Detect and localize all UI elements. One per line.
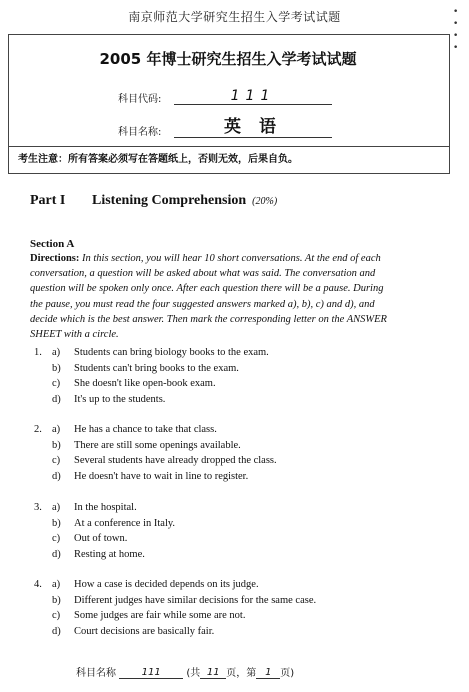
footer-total-prefix: (共 [186, 668, 201, 679]
option-text: It's up to the students. [74, 393, 166, 405]
margin-marks: • • • • [453, 7, 459, 53]
option-text: He has a chance to take that class. [74, 424, 217, 435]
subject-code-row [118, 88, 332, 110]
directions-line: the pause, you must read the four suggested answers marked a), b), c) and d), and [30, 298, 375, 310]
option-row [34, 438, 434, 454]
option-text: He doesn't have to wait in line to register. [74, 470, 249, 482]
option-key: b) [52, 439, 61, 451]
option-row [34, 516, 434, 532]
option-key: b) [52, 594, 61, 606]
subject-code-value: 111 [174, 88, 332, 105]
option-text: Several students have already dropped the class. [74, 455, 277, 466]
part-title: Listening Comprehension [92, 193, 247, 208]
option-key: c) [52, 378, 61, 389]
part-weight: (20%) [252, 196, 278, 207]
option-key: b) [52, 362, 61, 374]
footer-total-suffix: 页，第 [226, 668, 257, 679]
notice-divider [8, 146, 449, 147]
candidate-notice: 考生注意：所有答案必须写在答题纸上，否则无效，后果自负。 [18, 154, 298, 165]
option-key: c) [52, 610, 61, 621]
option-text: Some judges are fair while some are not. [74, 610, 246, 621]
option-text: Court decisions are basically fair. [74, 625, 215, 637]
option-key: c) [52, 533, 61, 544]
option-text: At a conference in Italy. [74, 517, 176, 529]
option-row [34, 608, 434, 624]
option-text: Out of town. [74, 533, 128, 544]
option-row [34, 376, 434, 392]
option-key: b) [52, 517, 61, 529]
directions-line: conversation, a question will be asked about what was said. The conversation and [30, 268, 376, 280]
footer-name-label: 科目名称 [76, 668, 116, 679]
question-4 [34, 577, 434, 639]
directions-line: SHEET with a circle. [30, 329, 119, 341]
directions-line: Directions: In this section, you will hear 10 short conversations. At the end of each [30, 253, 381, 264]
option-row [34, 500, 434, 516]
option-key: d) [52, 548, 61, 560]
option-key: a) [52, 579, 61, 590]
subject-name-row [118, 112, 332, 138]
option-key: a) [52, 502, 61, 513]
option-text: Students can't bring books to the exam. [74, 362, 239, 374]
question-number: 3. [34, 502, 42, 513]
option-row [34, 624, 434, 640]
option-key: c) [52, 455, 61, 466]
part-heading [30, 193, 277, 209]
option-key: d) [52, 393, 61, 405]
option-row [34, 453, 434, 469]
question-1 [34, 345, 434, 407]
option-text: Resting at home. [74, 548, 145, 560]
directions-label: Directions: [30, 253, 80, 264]
option-text: In the hospital. [74, 502, 137, 513]
option-row [34, 345, 434, 361]
option-text: How a case is decided depends on its judge. [74, 579, 259, 590]
option-key: d) [52, 625, 61, 637]
footer-page-suffix: 页) [280, 668, 295, 679]
page-footer [76, 664, 294, 679]
question-number: 4. [34, 579, 42, 590]
option-text: Different judges have similar decisions for the same case. [74, 594, 317, 606]
subject-name-value: 英 语 [174, 112, 332, 138]
option-text: She doesn't like open-book exam. [74, 378, 216, 389]
option-key: d) [52, 470, 61, 482]
footer-page-number: 1 [256, 667, 280, 679]
footer-total-pages: 11 [200, 667, 226, 679]
question-2 [34, 422, 434, 484]
option-row [34, 392, 434, 408]
directions-paragraph [30, 251, 434, 342]
subject-name-label: 科目名称: [118, 127, 162, 138]
option-row [34, 361, 434, 377]
option-key: a) [52, 347, 61, 358]
header-caption: 南京师范大学研究生招生入学考试试题 [128, 10, 341, 24]
option-row [34, 547, 434, 563]
question-number: 2. [34, 424, 42, 435]
option-text: Students can bring biology books to the exam. [74, 347, 269, 358]
option-row [34, 593, 434, 609]
footer-name-value: 111 [119, 667, 183, 679]
question-number: 1. [34, 347, 42, 358]
option-row [34, 422, 434, 438]
section-title: Section A [30, 238, 75, 250]
part-number: Part I [30, 193, 66, 208]
option-row [34, 531, 434, 547]
question-3 [34, 500, 434, 562]
subject-code-label: 科目代码: [118, 94, 162, 105]
option-row [34, 469, 434, 485]
directions-line: decide which is the best answer. Then mark the corresponding letter on the ANSWER [30, 313, 387, 325]
exam-title: 2005 年博士研究生招生入学考试试题 [99, 50, 357, 68]
directions-line: question will be spoken only once. After each question there will be a pause. During [30, 283, 384, 295]
option-row [34, 577, 434, 593]
option-key: a) [52, 424, 61, 435]
option-text: There are still some openings available. [74, 439, 241, 451]
